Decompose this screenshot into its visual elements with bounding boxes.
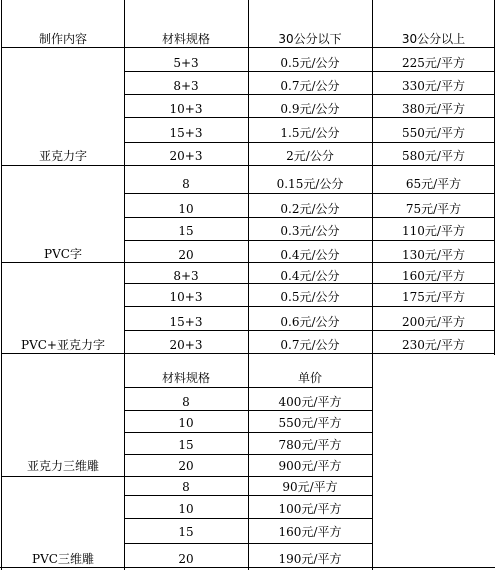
row-divider xyxy=(124,306,495,307)
spec-cell: 15 xyxy=(178,438,194,452)
price-over-30-cell: 110元/平方 xyxy=(402,224,465,238)
spec-cell: 10 xyxy=(178,202,194,216)
spec-cell: 20 xyxy=(178,552,194,566)
row-divider xyxy=(1,476,125,477)
price-under-30-cell: 0.5元/公分 xyxy=(280,56,340,70)
price-over-30-cell: 225元/平方 xyxy=(402,56,465,70)
spec-cell: 5+3 xyxy=(173,56,199,70)
spec-cell: 15+3 xyxy=(169,315,203,329)
subheader-spec: 材料规格 xyxy=(161,371,210,385)
price-over-30-cell: 75元/平方 xyxy=(405,202,462,216)
price-under-30-cell: 0.5元/公分 xyxy=(280,290,340,304)
price-under-30-cell: 2元/公分 xyxy=(286,149,334,163)
group-label-pvc-acrylic-letters: PVC+亚克力字 xyxy=(21,338,105,352)
row-divider xyxy=(124,387,372,388)
price-under-30-cell: 1.5元/公分 xyxy=(280,126,340,140)
row-divider xyxy=(124,240,495,241)
spec-cell: 20+3 xyxy=(169,338,203,352)
price-over-30-cell: 230元/平方 xyxy=(402,338,465,352)
row-divider xyxy=(124,94,495,95)
row-divider xyxy=(124,142,495,143)
spec-cell: 20+3 xyxy=(169,149,203,163)
spec-cell: 10 xyxy=(178,416,194,430)
spec-cell: 10+3 xyxy=(169,102,203,116)
spec-cell: 8+3 xyxy=(173,79,199,93)
group-label-pvc-letters: PVC字 xyxy=(44,247,82,261)
table-border-bottom xyxy=(0,567,495,568)
row-divider xyxy=(1,47,495,48)
unit-price-cell: 160元/平方 xyxy=(278,525,342,539)
row-divider xyxy=(124,432,372,433)
unit-price-cell: 100元/平方 xyxy=(278,502,342,516)
price-under-30-cell: 0.2元/公分 xyxy=(280,202,340,216)
price-over-30-cell: 160元/平方 xyxy=(402,269,465,283)
unit-price-cell: 190元/平方 xyxy=(278,552,342,566)
price-over-30-cell: 175元/平方 xyxy=(402,290,465,304)
price-under-30-cell: 0.3元/公分 xyxy=(280,224,340,238)
price-under-30-cell: 0.4元/公分 xyxy=(280,269,340,283)
price-over-30-cell: 330元/平方 xyxy=(402,79,465,93)
header-spec: 材料规格 xyxy=(161,32,210,46)
column-divider xyxy=(372,0,373,570)
group-label-acrylic-letters: 亚克力字 xyxy=(38,149,87,163)
price-over-30-cell: 200元/平方 xyxy=(402,315,465,329)
header-over-30: 30公分以上 xyxy=(401,32,466,46)
row-divider xyxy=(124,193,495,194)
group-label-acrylic-3d: 亚克力三维雕 xyxy=(26,459,99,473)
price-under-30-cell: 0.9元/公分 xyxy=(280,102,340,116)
price-under-30-cell: 0.7元/公分 xyxy=(280,338,340,352)
spec-cell: 10 xyxy=(178,502,194,516)
row-divider xyxy=(124,518,372,519)
spec-cell: 15 xyxy=(178,525,194,539)
header-content: 制作内容 xyxy=(38,32,87,46)
spec-cell: 15 xyxy=(178,224,194,238)
row-divider xyxy=(1,165,495,166)
row-divider xyxy=(124,117,495,118)
price-over-30-cell: 580元/平方 xyxy=(402,149,465,163)
price-under-30-cell: 0.7元/公分 xyxy=(280,79,340,93)
column-divider xyxy=(248,0,249,570)
row-divider xyxy=(124,71,495,72)
price-over-30-cell: 65元/平方 xyxy=(405,177,462,191)
row-divider xyxy=(124,476,372,477)
row-divider xyxy=(124,330,495,331)
row-divider xyxy=(124,454,372,455)
price-over-30-cell: 550元/平方 xyxy=(402,126,465,140)
spec-cell: 8 xyxy=(182,480,190,494)
spec-cell: 8 xyxy=(182,395,190,409)
unit-price-cell: 400元/平方 xyxy=(278,395,342,409)
spec-cell: 8+3 xyxy=(173,269,199,283)
spec-cell: 20 xyxy=(178,248,194,262)
row-divider xyxy=(124,283,495,284)
row-divider xyxy=(124,217,495,218)
unit-price-cell: 900元/平方 xyxy=(278,459,342,473)
column-divider xyxy=(124,0,125,570)
price-over-30-cell: 130元/平方 xyxy=(402,248,465,262)
spec-cell: 8 xyxy=(182,177,190,191)
price-over-30-cell: 380元/平方 xyxy=(402,102,465,116)
row-divider xyxy=(124,410,372,411)
group-label-pvc-3d: PVC三维雕 xyxy=(32,552,94,566)
table-border-left xyxy=(1,0,2,570)
row-divider xyxy=(1,262,495,263)
subheader-unit-price: 单价 xyxy=(297,371,322,385)
row-divider xyxy=(124,495,372,496)
unit-price-cell: 550元/平方 xyxy=(278,416,342,430)
spec-cell: 15+3 xyxy=(169,126,203,140)
unit-price-cell: 780元/平方 xyxy=(278,438,342,452)
row-divider xyxy=(124,543,372,544)
unit-price-cell: 90元/平方 xyxy=(282,480,338,494)
header-under-30: 30公分以下 xyxy=(278,32,342,46)
spec-cell: 10+3 xyxy=(169,290,203,304)
price-under-30-cell: 0.4元/公分 xyxy=(280,248,340,262)
price-under-30-cell: 0.15元/公分 xyxy=(276,177,344,191)
spec-cell: 20 xyxy=(178,459,194,473)
price-under-30-cell: 0.6元/公分 xyxy=(280,315,340,329)
row-divider xyxy=(1,353,495,354)
